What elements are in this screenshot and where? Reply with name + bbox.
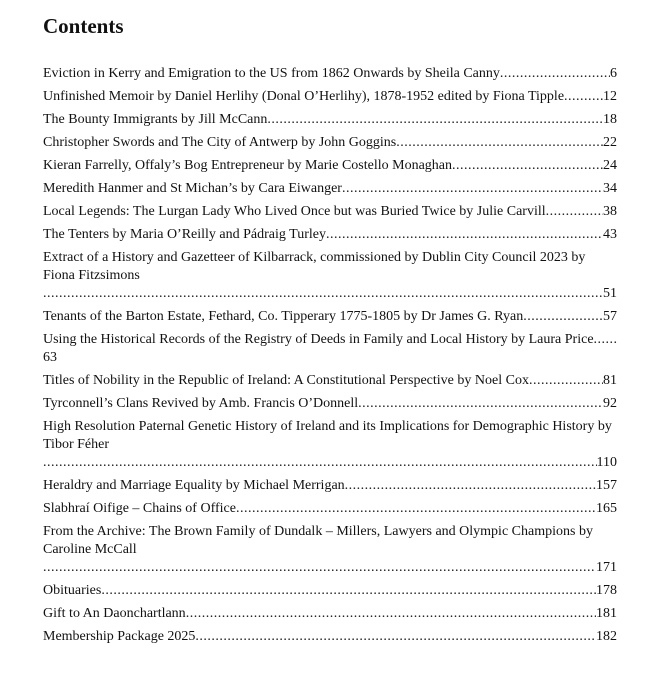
dot-leader bbox=[345, 477, 596, 495]
toc-entry-line bbox=[43, 308, 617, 326]
toc-entry[interactable] bbox=[43, 308, 617, 326]
toc-entry-title: Extract of a History and Gazetteer of Kilbarrack, commissioned by Dublin City Council 2023 by Fiona Fitzsimons bbox=[43, 250, 586, 283]
toc-entry-title: Kieran Farrelly, Offaly’s Bog Entrepreneur by Marie Costello Monaghan bbox=[43, 158, 453, 173]
dot-leader bbox=[326, 226, 603, 244]
toc-entry[interactable] bbox=[43, 605, 617, 623]
dot-leader bbox=[342, 180, 603, 198]
toc-entry-line bbox=[43, 226, 617, 244]
dot-leader bbox=[500, 65, 610, 83]
toc-entry-page-number: 38 bbox=[603, 204, 617, 219]
toc-entry-line bbox=[43, 395, 617, 413]
toc-entry[interactable] bbox=[43, 500, 617, 518]
toc-entry-title: Tenants of the Barton Estate, Fethard, Co. Tipperary 1775-1805 by Dr James G. Ryan bbox=[43, 309, 524, 324]
toc-entry[interactable] bbox=[43, 88, 617, 106]
dot-leader bbox=[358, 395, 603, 413]
toc-entry-title: The Tenters by Maria O’Reilly and Pádraig Turley bbox=[43, 227, 326, 242]
toc-entry[interactable] bbox=[43, 65, 617, 83]
toc-entry[interactable] bbox=[43, 180, 617, 198]
toc-entry-line bbox=[43, 134, 617, 152]
dot-leader bbox=[43, 285, 603, 303]
toc-entry-line bbox=[43, 180, 617, 198]
toc-entry-line bbox=[43, 523, 617, 577]
dot-leader bbox=[452, 157, 603, 175]
toc-entry-line bbox=[43, 372, 617, 390]
toc-entry-title: Heraldry and Marriage Equality by Michael Merrigan bbox=[43, 478, 345, 493]
toc-entry[interactable] bbox=[43, 111, 617, 129]
toc-entry-title: Membership Package 2025 bbox=[43, 629, 196, 644]
toc-entry-line bbox=[43, 203, 617, 221]
toc-entry-line bbox=[43, 111, 617, 129]
toc-entry-page-number: 57 bbox=[603, 309, 617, 324]
dot-leader bbox=[523, 308, 603, 326]
toc-entry[interactable] bbox=[43, 523, 617, 577]
toc-entry-line bbox=[43, 500, 617, 518]
toc-entry-title: Gift to An Daonchartlann bbox=[43, 606, 186, 621]
toc-entry-title: Using the Historical Records of the Registry of Deeds in Family and Local History by Laura Price bbox=[43, 332, 594, 347]
toc-entry-line bbox=[43, 477, 617, 495]
toc-entry-title: Obituaries bbox=[43, 583, 102, 598]
toc-entry-title: Tyrconnell’s Clans Revived by Amb. Francis O’Donnell bbox=[43, 396, 359, 411]
toc-entry-title: Local Legends: The Lurgan Lady Who Lived Once but was Buried Twice by Julie Carvill bbox=[43, 204, 546, 219]
toc-entry[interactable] bbox=[43, 372, 617, 390]
toc-entry-page-number: 165 bbox=[596, 501, 617, 516]
dot-leader bbox=[564, 88, 603, 106]
toc-entry-line bbox=[43, 582, 617, 600]
toc-entry[interactable] bbox=[43, 226, 617, 244]
toc-entry[interactable] bbox=[43, 203, 617, 221]
toc-entry-page-number: 181 bbox=[596, 606, 617, 621]
toc-entry[interactable] bbox=[43, 249, 617, 303]
toc-entry[interactable] bbox=[43, 134, 617, 152]
toc-entry-title: From the Archive: The Brown Family of Dundalk – Millers, Lawyers and Olympic Champions by Caroline McCall bbox=[43, 524, 593, 557]
dot-leader bbox=[43, 454, 597, 472]
toc-entry[interactable] bbox=[43, 582, 617, 600]
dot-leader bbox=[396, 134, 603, 152]
dot-leader bbox=[236, 500, 596, 518]
toc-entry-page-number: 157 bbox=[596, 478, 617, 493]
toc-entry-line bbox=[43, 249, 617, 303]
toc-entry[interactable] bbox=[43, 157, 617, 175]
toc-entry-page-number: 171 bbox=[596, 560, 617, 575]
toc-entry-page-number: 63 bbox=[43, 350, 57, 365]
dot-leader bbox=[186, 605, 596, 623]
toc-entry-page-number: 22 bbox=[603, 135, 617, 150]
dot-leader bbox=[43, 559, 596, 577]
toc-entry-page-number: 43 bbox=[603, 227, 617, 242]
toc-entry-title: High Resolution Paternal Genetic History of Ireland and its Implications for Demographic History by Tibor Féher bbox=[43, 419, 612, 452]
toc-entry-page-number: 182 bbox=[596, 629, 617, 644]
toc-entry-line bbox=[43, 418, 617, 472]
toc-entry[interactable] bbox=[43, 418, 617, 472]
toc-entry-page-number: 92 bbox=[603, 396, 617, 411]
toc-entry[interactable] bbox=[43, 628, 617, 646]
toc-entry-page-number: 81 bbox=[603, 373, 617, 388]
toc-entry-line bbox=[43, 628, 617, 646]
toc-entry-page-number: 51 bbox=[603, 286, 617, 301]
dot-leader bbox=[101, 582, 596, 600]
toc-entry-title: Christopher Swords and The City of Antwerp by John Goggins bbox=[43, 135, 397, 150]
dot-leader bbox=[195, 628, 596, 646]
toc-entry-title: Eviction in Kerry and Emigration to the US from 1862 Onwards by Sheila Canny bbox=[43, 66, 500, 81]
toc-entry[interactable] bbox=[43, 331, 617, 367]
toc-entry-title: Slabhraí Oifige – Chains of Office bbox=[43, 501, 236, 516]
page-title: Contents bbox=[43, 14, 124, 38]
toc-entry-title: Unfinished Memoir by Daniel Herlihy (Donal O’Herlihy), 1878-1952 edited by Fiona Tipple bbox=[43, 89, 565, 104]
dot-leader bbox=[594, 331, 617, 349]
toc-entry-page-number: 178 bbox=[596, 583, 617, 598]
toc-entry-line bbox=[43, 605, 617, 623]
toc-entry[interactable] bbox=[43, 395, 617, 413]
dot-leader bbox=[267, 111, 603, 129]
toc-entry-page-number: 12 bbox=[603, 89, 617, 104]
toc-entry-line bbox=[43, 65, 617, 83]
toc-entry-page-number: 110 bbox=[596, 455, 617, 470]
toc-entry-line bbox=[43, 331, 617, 367]
toc-entry[interactable] bbox=[43, 477, 617, 495]
toc-entry-page-number: 34 bbox=[603, 181, 617, 196]
toc-entry-title: Titles of Nobility in the Republic of Ireland: A Constitutional Perspective by Noel Cox bbox=[43, 373, 529, 388]
toc-entry-page-number: 18 bbox=[603, 112, 617, 127]
toc-entry-line bbox=[43, 157, 617, 175]
dot-leader bbox=[546, 203, 603, 221]
toc-entry-line bbox=[43, 88, 617, 106]
dot-leader bbox=[529, 372, 603, 390]
toc-entry-title: Meredith Hanmer and St Michan’s by Cara Eiwanger bbox=[43, 181, 342, 196]
toc-entry-page-number: 6 bbox=[610, 66, 617, 81]
table-of-contents bbox=[43, 65, 617, 651]
toc-entry-page-number: 24 bbox=[603, 158, 617, 173]
toc-entry-title: The Bounty Immigrants by Jill McCann bbox=[43, 112, 268, 127]
